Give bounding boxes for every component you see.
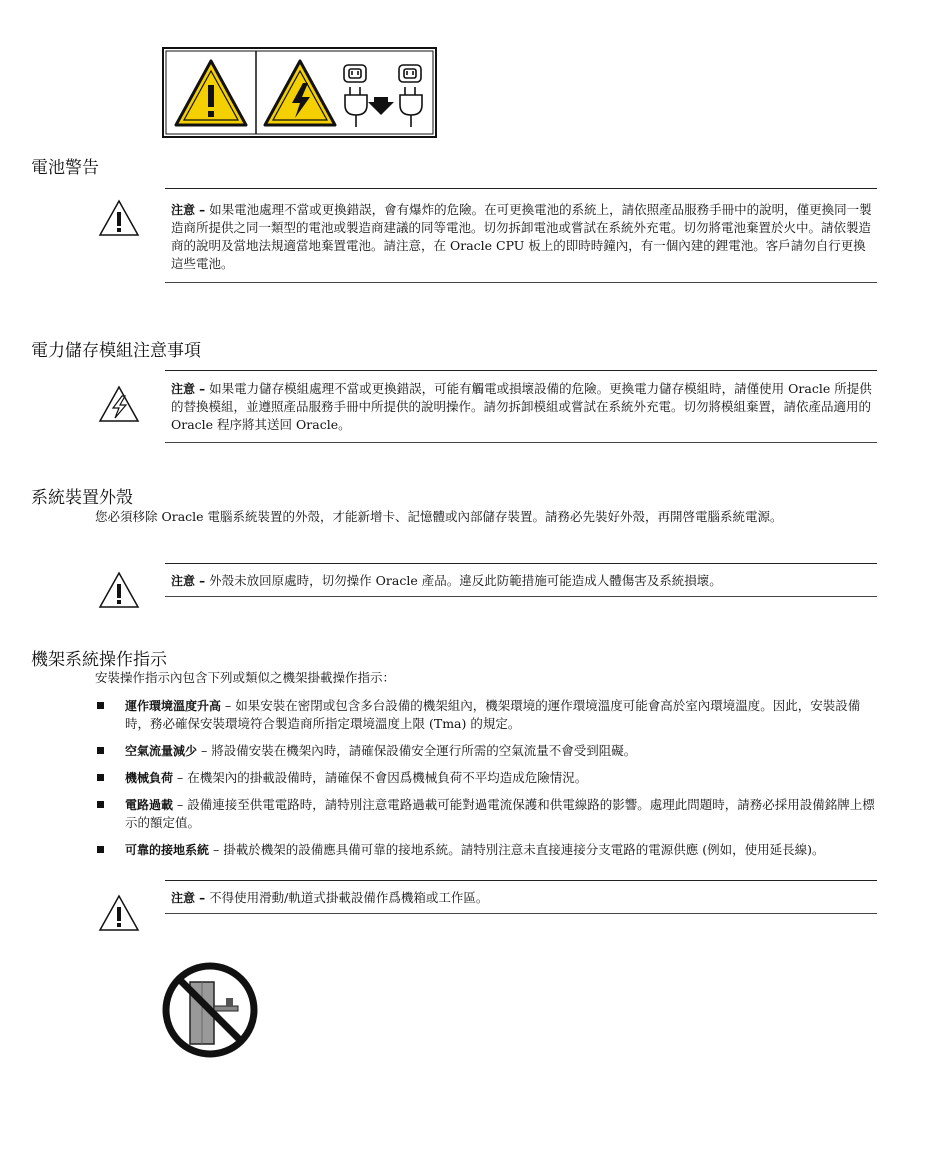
section-title-battery: 電池警告 [31,158,99,178]
note-label: 注意 – [171,891,206,905]
item-text: – 在機架內的掛載設備時，請確保不會因爲機械負荷不平均造成危險情況。 [177,770,588,785]
note-power-module [165,370,877,443]
item-label: 電路過載 [125,798,174,812]
section-title-enclosure: 系統裝置外殼 [31,488,133,508]
item-text: – 如果安裝在密閉或包含多台設備的機架組內，機架環境的運作環境溫度可能會高於室內環境溫度。因此，安裝設備時，務必確保安裝環境符合製造商所指定環境溫度上限 (Tma) 的規定。 [125,698,861,731]
no-slide-rail-workspace-icon [160,960,260,1064]
note-text: 如果電池處理不當或更換錯誤，會有爆炸的危險。在可更換電池的系統上，請依照產品服務手冊中的說明，僅更換同一製造商所提供之同一類型的電池或製造商建議的同等電池。切勿拆卸電池或嘗試在系統外充電。切勿將電池棄置於火中。請依製造商的說明及當地法規適當地棄置電池。請注意，在 Oracle CPU 板上的即時時鐘內，有一個內建的鋰電池。客戶請勿自行更換這些電池。 [171,202,872,271]
list-item [95,841,877,859]
caution-icon-enclosure [97,570,141,614]
list-item [95,742,877,760]
note-label: 注意 – [171,574,206,588]
list-item [95,769,877,787]
note-text: 外殼未放回原處時，切勿操作 Oracle 產品。違反此防範措施可能造成人體傷害及系統損壞。 [209,573,722,588]
item-label: 可靠的接地系統 [125,843,210,857]
note-enclosure [165,563,877,597]
item-text: – 掛載於機架的設備應具備可靠的接地系統。請特別注意未直接連接分支電路的電源供應 (例如，使用延長線)。 [213,842,825,857]
bullet [97,774,104,781]
caution-icon-battery [97,198,141,242]
note-battery [165,188,877,283]
warning-label-graphic [162,47,437,138]
note-label: 注意 – [171,203,206,217]
rack-instructions-list [95,697,877,868]
enclosure-body: 您必須移除 Oracle 電腦系統裝置的外殼，才能新增卡、記憶體或內部儲存裝置。請務必先裝好外殼，再開啓電腦系統電源。 [95,509,783,524]
item-label: 運作環境溫度升高 [125,699,222,713]
note-label: 注意 – [171,382,206,396]
bullet [97,747,104,754]
bullet [97,702,104,709]
list-item [95,796,877,832]
item-label: 空氣流量減少 [125,744,198,758]
rack-intro: 安裝操作指示內包含下列或類似之機架掛載操作指示： [95,670,396,685]
bullet [97,846,104,853]
list-item [95,697,877,733]
item-text: – 將設備安裝在機架內時，請確保設備安全運行所需的空氣流量不會受到阻礙。 [201,743,637,758]
bullet [97,801,104,808]
section-title-power-module: 電力儲存模組注意事項 [31,341,201,361]
shock-icon-power-module [97,384,141,428]
note-text: 不得使用滑動/軌道式掛載設備作爲機箱或工作區。 [209,890,489,905]
item-text: – 設備連接至供電電路時，請特別注意電路過載可能對過電流保護和供電線路的影響。處理此問題時，請務必採用設備銘牌上標示的額定值。 [125,797,875,830]
caution-icon-rack [97,893,141,937]
section-title-rack: 機架系統操作指示 [31,650,167,670]
note-rack [165,880,877,914]
item-label: 機械負荷 [125,771,174,785]
note-text: 如果電力儲存模組處理不當或更換錯誤，可能有觸電或損壞設備的危險。更換電力儲存模組時，請僅使用 Oracle 所提供的替換模組，並遵照產品服務手冊中所提供的說明操作。請勿拆卸模組或嘗試在系統外充電。切勿將模組棄置，請依產品適用的 Oracle 程序將其送回 Oracle。 [171,381,872,432]
